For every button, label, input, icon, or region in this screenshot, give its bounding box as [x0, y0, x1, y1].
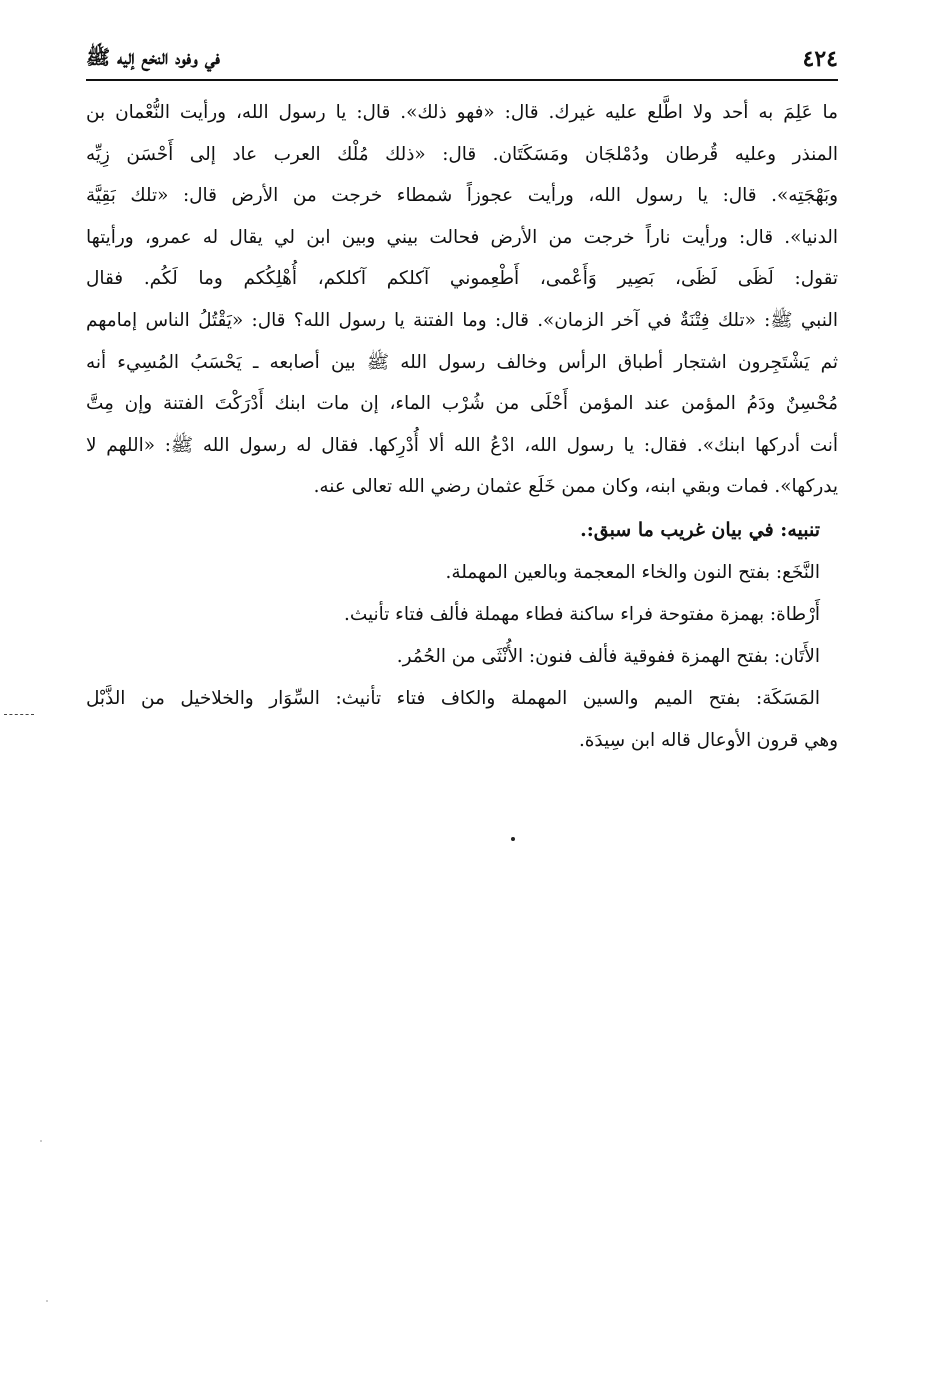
body-line: ما عَلِمَ به أحد ولا اطَّلع عليه غيرك. قال: «فهو ذلك». قال: يا رسول الله، ورأيت النُّعْمان بن	[86, 102, 838, 123]
body-line: يدركها». فمات وبقي ابنه، وكان ممن خَلَع عثمان رضي الله تعالى عنه.	[313, 476, 838, 498]
glossary-entry: أَرْطاة: بهمزة مفتوحة فراء ساكنة فطاء مهملة فألف فتاء تأنيث.	[344, 603, 820, 625]
running-title: في وفود النخع إليه ﷺ	[86, 44, 220, 69]
glossary-entry-continuation: وهي قرون الأوعال قاله ابن سِيدَة.	[578, 729, 838, 751]
margin-mark	[4, 714, 34, 715]
body-line: المنذر وعليه قُرطان ودُمْلجَان ومَسَكَتَان. قال: «ذلك مُلْك العرب عاد إلى أَحْسَن زِيِّه	[86, 143, 838, 165]
body-line: ثم يَشْتَجِرون اشتجار أطباق الرأس وخالف رسول الله ﷺ بين أصابعه ـ يَحْسَبُ المُسِيء أنه	[86, 351, 838, 373]
section-heading: تنبيه: في بيان غريب ما سبق:.	[580, 518, 820, 541]
body-line: الدنيا». قال: ورأيت ناراً خرجت من الأرض فحالت بيني وبين ابن لي يقال له عمرو، ورأيتها	[86, 226, 838, 248]
body-line: أنت أدركها ابنك». فقال: يا رسول الله، ادْعُ الله ألا أُدْرِكها. فقال له رسول الله ﷺ: «اللهم لا	[86, 434, 838, 456]
body-line: تقول: لَظَى لَظَى، بَصِير وَأَعْمى، أَطْعِموني آكلكم آكلكم، أُهْلِكُكم وما لَكُم. فقال	[86, 268, 838, 290]
body-text	[86, 92, 838, 762]
body-line: مُحْسِنٌ ودَمُ المؤمن عند المؤمن أَحْلَى من شُرْب الماء، إن مات ابنك أَدْرَكْتَ الفتنة وإن مِتَّ	[86, 393, 838, 415]
glossary-entry: النَّخَع: بفتح النون والخاء المعجمة وبالعين المهملة.	[445, 561, 820, 583]
body-line: وبَهْجَتِه». قال: يا رسول الله، ورأيت عجوزاً شمطاء خرجت من الأرض قال: «تلك بَقِيَّة	[86, 185, 838, 207]
header-rule	[86, 79, 838, 81]
ink-speck	[511, 837, 515, 841]
ink-speck	[40, 1140, 42, 1142]
ink-speck	[46, 1300, 48, 1302]
page-number: ٤٢٤	[802, 46, 838, 72]
glossary-entry: الأَتَان: بفتح الهمزة ففوقية فألف فنون: الأُنْثَى من الحُمُر.	[396, 645, 820, 667]
page-header	[86, 42, 838, 76]
body-line: النبي ﷺ: «تلك فِتْنَةٌ في آخر الزمان». قال: وما الفتنة يا رسول الله؟ قال: «يَقْتُلُ الناس إمامهم	[86, 309, 838, 331]
glossary-entry: المَسَكَة: بفتح الميم والسين المهملة والكاف فتاء تأنيث: السِّوَار والخلاخيل من الذَّبْل	[86, 687, 820, 709]
